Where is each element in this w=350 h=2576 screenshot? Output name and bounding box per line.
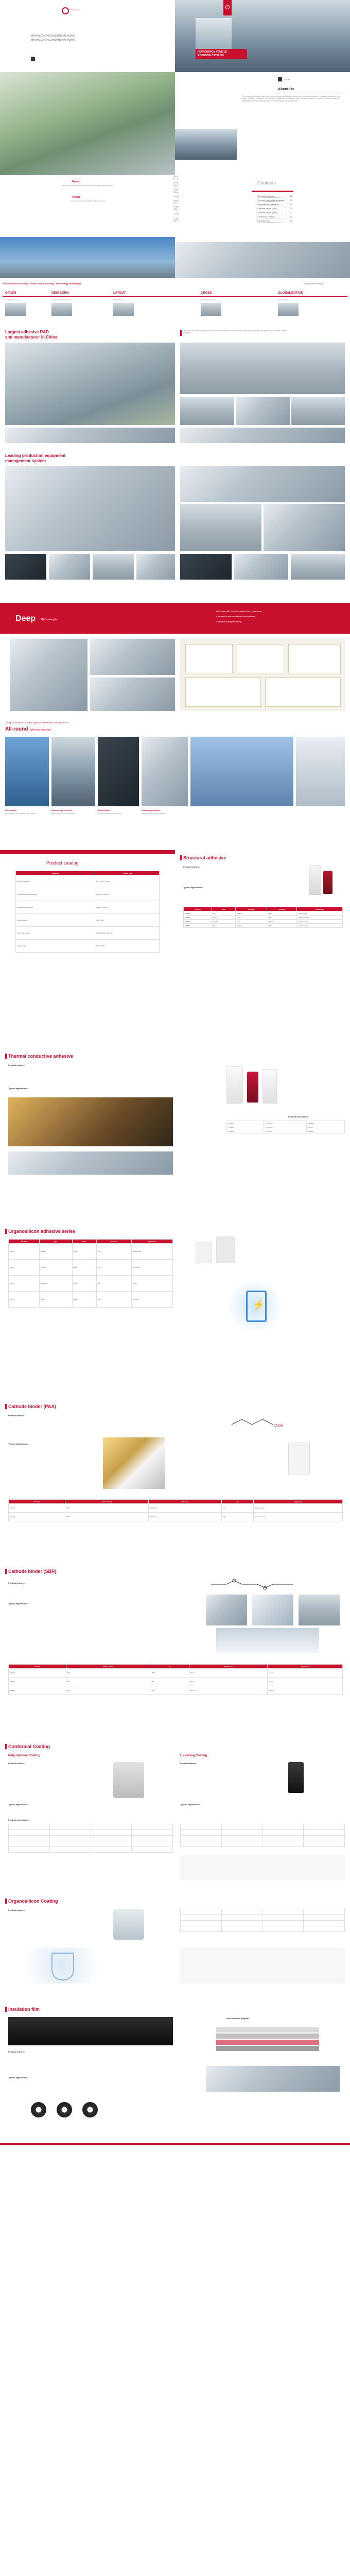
- rd-strip-photo: [5, 428, 175, 443]
- sbr-title: Cathode binder (SBR): [8, 1569, 57, 1574]
- paa-electrode-diagram: [103, 1437, 165, 1489]
- paa-features-title: Product features: [8, 1414, 25, 1417]
- insulation-bar: [5, 2007, 7, 2012]
- deep-line: Complete testing laboratory: [216, 620, 241, 623]
- page-blank-area: [0, 2148, 350, 2576]
- table-row: SBR-03 48% 5℃ 200 nm Anode: [9, 1686, 343, 1695]
- certificate-icon: [185, 644, 233, 673]
- organo-table: Product Type Color Hardness Application SI-101 Sealant White 40A Battery pack SI-102 Potting Black 30A Controller SI-103 Adhesive Grey 50A Motor SI-104 Foam White 20A Cushion: [8, 1239, 173, 1308]
- product-bottle-icon: [216, 1236, 235, 1263]
- uv-table: [180, 1824, 345, 1847]
- industry-photo-packaging: [142, 737, 188, 806]
- equipment-photo: [180, 504, 261, 551]
- paa-formula-diagram: [226, 1414, 288, 1430]
- table-row: [181, 1909, 345, 1915]
- about-body: The company is a national high-tech enterprise focusing on research, development, production and sales of adhesive products for new energy vehicles, electronics and industrial applications. Products cover structural adhesive, thermal conductive adhesive, organosilicon adhesive, cathode binder, conformal coating and insulation film.: [242, 95, 340, 102]
- conformal-title: Conformal Coating: [8, 1744, 50, 1749]
- rd-title-2: and manufacturer in China: [5, 335, 58, 340]
- industry-text: Photovoltaic module adhesives and sealants: [5, 812, 36, 815]
- thermal-battery-photo: [8, 1097, 173, 1146]
- industry-text: Battery pack and motor adhesives: [51, 812, 75, 815]
- table-row: [9, 1830, 173, 1836]
- milestone-year: GLOBALIZATION: [278, 292, 303, 295]
- toc-item[interactable]: Organosilicon adhesive 09: [257, 203, 292, 206]
- table-row: ZZ-8803 Acrylic Low Medium Case bonding: [184, 920, 343, 924]
- industry-photo-building: [190, 737, 293, 806]
- rd-photo-small: [291, 397, 345, 425]
- table-row: [9, 1824, 173, 1830]
- catalog-table: [15, 871, 160, 953]
- cover-building: [196, 18, 232, 49]
- history-panorama: [0, 237, 175, 278]
- product-bottle-icon: [288, 1443, 310, 1475]
- table-row: SI-101 Sealant White 40A Battery pack: [9, 1244, 173, 1260]
- paa-bar: [5, 1404, 7, 1409]
- certificate-icon: [288, 644, 341, 673]
- table-row: Structural adhesive PU / Epoxy / Acrylic: [16, 875, 160, 888]
- industry-name: Smart utility: [98, 809, 110, 811]
- milestone-text: Company founded: [5, 299, 18, 301]
- contents-vertical: CONTENTS: [172, 175, 180, 223]
- sbr-photo: [206, 1595, 247, 1625]
- table-row: SI-103 Adhesive Grey 50A Motor: [9, 1276, 173, 1292]
- equipment-photo: [180, 466, 345, 502]
- table-row: SI-102 Potting Black 30A Controller: [9, 1260, 173, 1276]
- rd-photo-small: [236, 397, 290, 425]
- sbr-bar: [5, 1569, 7, 1574]
- table-row: SBR-01 40% -5℃ 150 nm Anode: [9, 1669, 343, 1677]
- equipment-photo: [264, 504, 345, 551]
- equipment-title-1: Leading production equipment: [5, 453, 66, 458]
- table-row: Insulation film PET / PI film: [16, 940, 160, 953]
- caption-title-1: Brand: [72, 180, 80, 183]
- about-title: About Us: [278, 88, 294, 91]
- deep-word: Deep: [15, 614, 36, 623]
- industry-photo-utility: [98, 737, 139, 806]
- industry-name: Packaging industry: [142, 809, 161, 811]
- product-bottle-icon: [262, 1069, 277, 1104]
- rd-plant-photo: [180, 343, 345, 394]
- shield-graphic: [10, 1947, 113, 1984]
- equipment-photo-small: [234, 554, 288, 580]
- equipment-photo-small: [180, 554, 232, 580]
- milestone-text: New plant put into operation: [51, 299, 71, 301]
- deep-sub: R&D strength: [41, 618, 57, 621]
- structural-apps-title: Typical applications: [183, 886, 203, 889]
- table-row: [9, 1836, 173, 1841]
- logo-icon: [225, 5, 230, 9]
- insulation-apps-title: Typical applications: [8, 2076, 28, 2079]
- table-row: PAA-01 15% 8000 mPa·s 7.0 Silicon anode: [9, 1504, 343, 1513]
- table-row: [181, 1921, 345, 1926]
- table-row: PAA-02 15% 6000 mPa·s 7.5 Graphite anode: [9, 1513, 343, 1521]
- table-row: [181, 1841, 345, 1847]
- cover-left: [0, 0, 175, 72]
- deep-certificates: [180, 639, 345, 711]
- table-header: Product type: [95, 871, 160, 875]
- battery-glow: [226, 1278, 283, 1334]
- sbr-apps-title: Typical applications: [8, 1602, 28, 1605]
- industry-photo-pv: [5, 737, 49, 806]
- structural-bar: [180, 855, 182, 860]
- uv-coating-title: UV curing Coating: [180, 1754, 207, 1757]
- rd-title-1: Largest adhesive R&D: [5, 330, 49, 334]
- product-bottle-icon: [323, 871, 332, 894]
- thermal-strip-photo: [8, 1151, 173, 1175]
- qr-code-icon: [31, 57, 35, 61]
- table-row: [181, 1824, 345, 1830]
- svg-text:COOH: COOH: [274, 1425, 283, 1428]
- pu-features-title: Product features: [8, 1762, 25, 1765]
- paa-apps-title: Typical applications: [8, 1443, 28, 1445]
- equipment-photo-large: [5, 466, 175, 551]
- film-roll-icon: [57, 2102, 72, 2117]
- uv-features-title: Product features: [180, 1762, 197, 1765]
- insulation-product-photo: [206, 2066, 340, 2092]
- table-row: [9, 1847, 173, 1853]
- contents-title: Contents: [257, 180, 276, 185]
- toc-item[interactable]: Structural adhesive 05: [257, 195, 292, 197]
- catalog-title-1: NEW ENERGY VEHICLE: [198, 50, 227, 54]
- industry-text: Packaging and laminating adhesives: [142, 812, 167, 815]
- about-photo: [175, 129, 237, 160]
- thermal-info-title: Product information: [288, 1115, 308, 1118]
- industry-photo-bottles: [296, 737, 345, 806]
- table-row: TC-3501 3.5 W/m·K Bonding: [227, 1129, 345, 1133]
- equipment-photo-small: [93, 554, 134, 580]
- rd-aerial-photo: [5, 343, 175, 425]
- contents-bar: [252, 191, 293, 192]
- allround-title: All-round: [5, 726, 28, 732]
- milestone-year: NEW BORN: [51, 292, 69, 295]
- equipment-photo-small: [5, 554, 46, 580]
- toc-item[interactable]: Thermal conductive adhesive 07: [257, 199, 292, 201]
- rd-text: Our production base is equipped with advanced automated production lines, strict quality management system and complete testing equipment.: [183, 330, 286, 334]
- history-heading: Financial restructuring · Global manufacturing · Technology leadership: [3, 282, 81, 285]
- organo-coating-features: Product features: [8, 1909, 25, 1911]
- thermal-apps-title: Typical applications: [8, 1087, 28, 1090]
- table-row: Thermal conductive adhesive Gap filler / Potting: [16, 888, 160, 901]
- deep-lab-photo: [90, 639, 175, 675]
- rd-strip-photo: [180, 428, 345, 443]
- milestone-text: Global strategy: [278, 299, 289, 301]
- organo-bar: [5, 1229, 7, 1234]
- sbr-formula-diagram: [206, 1577, 309, 1592]
- structural-features-title: Product features: [183, 866, 200, 868]
- milestone-year: LAYOUT: [113, 292, 126, 295]
- lightning-icon: ⚡: [252, 1299, 265, 1311]
- pu-coating-title: Polyurethane Coating: [8, 1754, 41, 1757]
- thermal-table: [226, 1121, 345, 1133]
- insulation-title: Insulation film: [8, 2007, 40, 2012]
- milestone-text: Cross-field expansion: [201, 299, 216, 301]
- brand-line-2: ZHUHAI ZHONGZHU/ZHUHAI HUIHE: [31, 39, 75, 42]
- uv-info-panel: [180, 1855, 345, 1880]
- table-row: [181, 1836, 345, 1841]
- organo-title: Organosilicon adhesive series: [8, 1229, 76, 1234]
- milestone-year: CROSS: [201, 292, 212, 295]
- milestone-photo: [51, 303, 72, 316]
- caption-text-2: To become a world-class adhesive solution provider: [69, 200, 106, 202]
- product-bottle-icon: [196, 1242, 212, 1263]
- thermal-title: Thermal conductive adhesive: [8, 1054, 74, 1059]
- milestone-photo: [278, 303, 299, 316]
- pu-info-title: Product information: [8, 1819, 28, 1821]
- timeline-rule: [3, 296, 347, 297]
- toc-item[interactable]: Insulation film 15: [257, 219, 292, 222]
- history-label: Development History: [304, 282, 323, 285]
- milestone-year: ORIGIN: [5, 292, 16, 295]
- milestone-photo: [201, 303, 221, 316]
- brand-line-1: ZHUHAI ZHONGZHU/ZHUHAI HUIHE: [31, 35, 75, 38]
- aerial-factory-photo: [0, 72, 175, 175]
- table-row: TC-3001 3.0 W/m·K Potting: [227, 1125, 345, 1129]
- table-row: [9, 1841, 173, 1847]
- table-row: Cathode binder PAA / SBR: [16, 914, 160, 927]
- equipment-photo-small: [49, 554, 90, 580]
- catalog-title-2: ADHESIVE CATALOG: [198, 54, 224, 57]
- deep-line: Cooperation with universities and institutes: [216, 615, 255, 618]
- table-row: TC-2001 2.0 W/m·K Gap filler: [227, 1121, 345, 1125]
- table-row: SBR-02 40% 0℃ 180 nm Anode: [9, 1677, 343, 1686]
- pu-table: [8, 1824, 173, 1853]
- deep-lab-photo: [90, 677, 175, 711]
- catalog-title: Product catalog: [46, 860, 79, 866]
- rd-text-bar: [180, 330, 182, 336]
- milestone-photo: [5, 303, 26, 316]
- toc-item[interactable]: Cathode binder (SBR) 12: [257, 211, 292, 214]
- caption-text-1: Adhering to the concept of innovation and quality, serving global customers: [62, 184, 113, 187]
- film-roll-icon: [82, 2102, 98, 2117]
- product-bottle-icon: [226, 1066, 243, 1104]
- toc-item[interactable]: Conformal Coating 13: [257, 215, 292, 218]
- certificate-icon: [237, 644, 284, 673]
- film-roll-icon: [31, 2102, 46, 2117]
- sbr-particle-photo: [216, 1628, 319, 1654]
- logo-icon: [62, 7, 69, 14]
- cover-title-banner: [196, 49, 247, 59]
- insulation-diagram-title: Film structure diagram: [226, 2017, 249, 2020]
- industry-name: PV industry: [5, 809, 17, 811]
- insulation-photo: [8, 2017, 173, 2045]
- paa-title: Cathode binder (PAA): [8, 1404, 56, 1409]
- allround-heading: 3 major industries, 6 major types of adhesives, 800+ products: [5, 721, 68, 724]
- caption-title-2: Vision: [72, 196, 80, 199]
- brand-captions: [0, 175, 175, 237]
- paa-table: Product Solid content Viscosity pH Application PAA-01 15% 8000 mPa·s 7.0 Silicon anode PAA-02 15% 6000 mPa·s 7.5 Graphite anode: [8, 1499, 343, 1521]
- qr-label: QR code: [284, 78, 290, 80]
- cover-photo: [175, 0, 350, 72]
- organo-coating-table: [180, 1909, 345, 1932]
- organo-coating-title: Organosilicon Coating: [8, 1899, 58, 1904]
- film-structure-diagram: [206, 2022, 340, 2063]
- deep-lab-photo: [10, 639, 87, 711]
- equipment-photo-small: [136, 554, 175, 580]
- product-bottle-icon: [309, 866, 321, 895]
- organo-coating-bar: [5, 1899, 7, 1904]
- certificate-icon: [185, 677, 261, 707]
- footer-bar: [0, 2143, 350, 2145]
- uv-apps-title: Typical applications: [180, 1803, 200, 1806]
- table-row: ZZ-8804 PU Medium High Cover bonding: [184, 924, 343, 928]
- table-row: [181, 1830, 345, 1836]
- cover-logo-tab: [223, 0, 232, 15]
- table-row: [181, 1915, 345, 1921]
- milestone-photo: [113, 303, 134, 316]
- coating-bottle-icon: [288, 1762, 304, 1793]
- milestone-text: National layout: [113, 299, 124, 301]
- table-row: SI-104 Foam White 20A Cushion: [9, 1292, 173, 1308]
- certificate-icon: [265, 677, 341, 707]
- sbr-photo: [299, 1595, 340, 1625]
- table-row: [181, 1926, 345, 1932]
- table-row: Organosilicon adhesive Sealant / Potting: [16, 901, 160, 914]
- industry-name: New energy vehicles: [51, 809, 72, 811]
- industry-photo-nev: [51, 737, 95, 806]
- table-row: Conformal coating Polyurethane / Silicone: [16, 927, 160, 940]
- toc-item[interactable]: Cathode binder (PAA) 11: [257, 207, 292, 210]
- sbr-features-title: Product features: [8, 1582, 25, 1584]
- allround-title-sub: adhesive solutions: [30, 728, 51, 732]
- insulation-features-title: Product features: [8, 2050, 25, 2053]
- sbr-table: Product Solid content Tg Particle size Application SBR-01 40% -5℃ 150 nm Anode SBR-02 40% 0℃ 180 nm Anode SBR-03 48% 5℃ 200 nm Anode: [8, 1664, 343, 1695]
- equipment-photo-small: [291, 554, 345, 580]
- table-row: ZZ-8802 Epoxy High High Module bonding: [184, 916, 343, 920]
- rd-photo-small: [180, 397, 234, 425]
- thermal-bar: [5, 1054, 7, 1059]
- table-row: ZZ-8801 PU Medium High Cell bonding: [184, 911, 343, 916]
- organo-coating-apps-panel: [180, 1947, 345, 1984]
- structural-title: Structural adhesive: [183, 855, 226, 860]
- thermal-features-title: Product features: [8, 1064, 25, 1066]
- table-header: Category: [16, 871, 95, 875]
- pu-apps-title: Typical applications: [8, 1803, 28, 1806]
- qr-code-icon: [278, 77, 282, 81]
- catalog-top-bar: [0, 850, 175, 854]
- shield-icon: [51, 1953, 74, 1980]
- logo-text: Company logo: [69, 9, 79, 11]
- coating-can-icon: [113, 1909, 144, 1940]
- structural-table: Product Type Viscosity Strength Application ZZ-8801 PU Medium High Cell bonding ZZ-8802 Epoxy High High Module bonding ZZ-8803 Acrylic Low Medium Case bonding ZZ-8804 PU Medium High Cover bonding: [183, 907, 343, 928]
- industry-text: Electronic and electrical adhesives: [98, 812, 122, 815]
- deep-line: R&D team with PhD and master level researchers: [216, 610, 262, 613]
- coating-can-icon: [113, 1762, 144, 1798]
- history-collage: [175, 242, 350, 278]
- conformal-bar: [5, 1744, 7, 1749]
- equipment-title-2: management system: [5, 459, 46, 463]
- product-bottle-icon: [247, 1072, 258, 1103]
- deep-banner: [0, 603, 350, 634]
- sbr-photo: [252, 1595, 293, 1625]
